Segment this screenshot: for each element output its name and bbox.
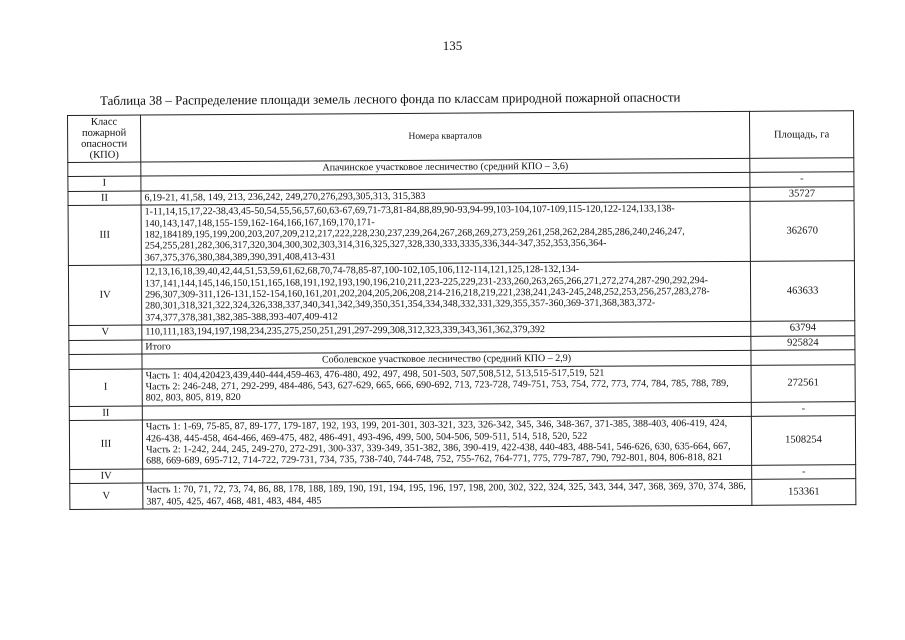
header-quarters: Номера кварталов [141,111,750,162]
section-empty-cell [751,350,855,365]
class-cell: I [69,369,142,407]
area-cell: - [752,464,856,479]
quarters-text [144,180,746,184]
class-cell: II [68,191,141,206]
page-number: 135 [442,38,463,53]
quarters-text: 1-11,14,15,17,22-38,43,45-50,54,55,56,57,60,63-67,69,71-73,81-84,88,89,90-93,94-99,103-104,107-109,115-120,122-124,133,138-140,143,147,148,155-159,162-164,166,167,169,170,171-182,184189,195,199,200,203,207,209,212,217,222,228,230,237,239,264,267,268,269,273,259,261,258,262,284,285,286,240,246,247, 254,255,281,282,306,317,320,304,300,302,303,314,316,325,327,328,330,333,3335,336,344-347,352,353,356,364-367,375,376,380,384,389,390,391,408,413-431 [144,203,685,264]
quarters-text [146,472,748,476]
header-area: Площадь, га [749,111,853,159]
area-cell: 362670 [750,201,854,262]
quarters-text: 110,111,183,194,197,198,234,235,275,250,251,291,297-299,308,312,323,339,343,361,362,379,392 [145,324,546,338]
table-row [69,416,855,469]
table-row [69,364,855,406]
total-area: 925824 [751,335,855,350]
class-cell: V [69,325,142,340]
total-empty-cell [69,340,142,355]
quarters-text: 6,19-21, 41,58, 149, 213, 236,242, 249,270,276,293,305,313, 315,383 [144,190,426,204]
section-title: Соболевское участковое лесничество (средний КПО – 2,9) [142,350,751,368]
section-empty-cell [750,158,854,173]
quarters-text: Часть 1: 70, 71, 72, 73, 74, 86, 88, 178, 188, 189, 190, 191, 194, 195, 196, 197, 198, 200, 302, 322, 324, 325, 343, 344, 347, 368, 369, 370, 374, 386, 387, 405, 425, 467, 468, 481, 483, 484, 485 [146,481,746,508]
class-cell: IV [70,469,143,484]
header-class: Класс пожарной опасности (КПО) [68,115,141,162]
area-cell: 153361 [752,479,856,505]
table-row [68,201,854,266]
table-caption: Таблица 38 – Распределение площади земель лесного фонда по классам природной пожарной опасности [99,89,681,108]
class-cell: II [69,406,142,421]
quarters-text: Часть 1: 1-69, 75-85, 87, 89-177, 179-187, 192, 193, 199, 201-301, 303-321, 323, 326-342, 345, 346, 348-367, 371-385, 388-403, 406-419, 424, 426-438, 445-458, 464-466, 469-475, 482, 486-491, 493-496, 499, 500, 504-506, 509-511, 514, 518, 520, 522 [145,418,728,445]
area-cell: - [750,172,854,187]
table-row [70,479,856,510]
section-empty-cell [68,162,141,177]
area-cell: - [751,401,855,416]
quarters-text: 12,13,16,18,39,40,42,44,51,53,59,61,62,68,70,74-78,85-87,100-102,105,106,112-114,121,125,128-132,134-137,141,144,145,146,150,151,165,168,191,192,193,190,196,210,211,223-225,229,231-233,260,263,265,266,271,272,274,287-290,292,294-296,307,309-311,126-131,152-154,160,161,201,202,204,205,206,208,214-216,218,219,221,238,241,243-245,248,252,253,256,257,283,278-280,301,318,321,322,324,326,338,337,340,341,342,349,350,351,354,334,348,332,331,329,355,357-360,369-371,368,383,372-374,377,378,381,382,385-388,393-407,409-412 [144,264,710,324]
quarters-text: Часть 1: 404,420423,439,440-444,459-463, 476-480, 492, 497, 498, 501-503, 507,508,512, 513,515-517,519, 521 [145,367,605,382]
quarters-text: Часть 2: 246-248, 271, 292-299, 484-486, 543, 627-629, 665, 666, 690-692, 713, 723-728, 749-751, 753, 754, 772, 773, 774, 784, 785, 788, 789, 802, 803, 805, 819, 820 [145,377,729,404]
table-body [68,158,856,510]
area-cell: 463633 [750,261,854,322]
class-cell: IV [68,265,141,325]
quarters-cell [142,416,751,468]
class-cell: I [68,176,141,191]
quarters-text [146,409,748,413]
total-label: Итого [142,336,751,354]
forest-fire-table-container [67,110,856,510]
area-cell: 63794 [751,321,855,336]
area-cell: 272561 [751,364,855,402]
quarters-cell [141,262,750,326]
quarters-text: Часть 2: 1-242, 244, 245, 249-270, 272-291, 300-337, 339-349, 351-382, 386, 390-419, 422-438, 440-483, 488-541, 546-626, 630, 635-664, 667, 688, 669-689, 695-712, 714-722, 729-731, 734, 735, 738-740, 744-748, 752, 755-762, 764-771, 775, 779-787, 790, 792-801, 804, 806-818, 821 [146,440,731,467]
class-cell: III [68,205,141,265]
section-empty-cell [69,354,142,369]
quarters-cell [141,202,750,266]
area-cell: 1508254 [751,416,855,465]
class-cell: III [69,420,142,469]
table-row [68,261,854,326]
class-cell: V [70,483,143,509]
forest-fire-class-table [67,110,856,510]
quarters-cell [143,479,752,509]
section-title: Апачинское участковое лесничество (средний КПО – 3,6) [141,158,750,176]
table-header-row [68,111,854,163]
area-cell: 35727 [750,187,854,202]
quarters-cell [142,365,751,406]
